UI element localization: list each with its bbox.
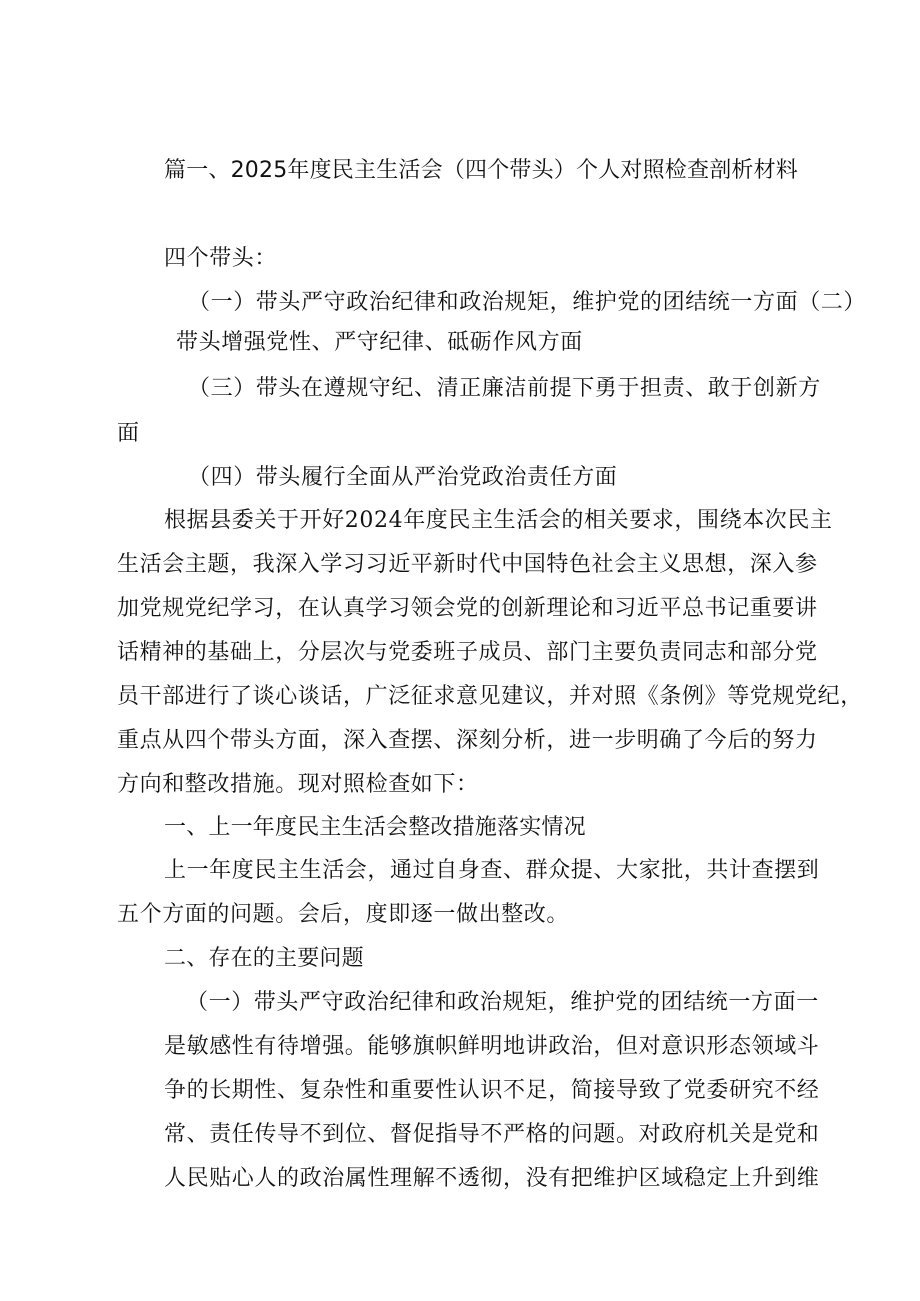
body-paragraph-line: 根据县委关于开好2024年度民主生活会的相关要求，围绕本次民主 — [164, 508, 833, 533]
body-paragraph-line: 生活会主题，我深入学习习近平新时代中国特色社会主义思想，深入参 — [117, 552, 818, 577]
list-item: 面 — [117, 421, 140, 446]
body-paragraph-line: 重点从四个带头方面，深入查摆、深刻分析，进一步明确了今后的努力 — [117, 728, 818, 753]
body-paragraph-line: 员干部进行了谈心谈话，广泛征求意见建议，并对照《条例》等党规党纪， — [117, 684, 863, 709]
list-item: （一）带头严守政治纪律和政治规矩，维护党的团结统一方面（二） — [188, 290, 867, 315]
section-line: 是敏感性有待增强。能够旗帜鲜明地讲政治，但对意识形态领域斗 — [164, 1034, 820, 1059]
body-paragraph-line: 方向和整改措施。现对照检查如下： — [117, 772, 479, 797]
body-paragraph-line: 加党规党纪学习，在认真学习领会党的创新理论和习近平总书记重要讲 — [117, 596, 818, 621]
section-line: 人民贴心人的政治属性理解不透彻，没有把维护区域稳定上升到维 — [164, 1166, 820, 1191]
section-heading-2: 二、存在的主要问题 — [164, 946, 364, 971]
list-item: 带头增强党性、严守纪律、砥砺作风方面 — [176, 330, 583, 355]
list-item: （四）带头履行全面从严治党政治责任方面 — [188, 465, 618, 490]
section-heading-1: 一、上一年度民主生活会整改措施落实情况 — [164, 815, 586, 840]
list-item: （三）带头在遵规守纪、清正廉洁前提下勇于担责、敢于创新方 — [188, 376, 821, 401]
section-line: 五个方面的问题。会后，度即逐一做出整改。 — [117, 902, 570, 927]
body-paragraph-line: 话精神的基础上，分层次与党委班子成员、部门主要负责同志和部分党 — [117, 640, 818, 665]
section-line: 上一年度民主生活会，通过自身查、群众提、大家批，共计查摆到 — [164, 858, 820, 883]
intro-label: 四个带头： — [164, 246, 278, 271]
document-title: 篇一、2025年度民主生活会（四个带头）个人对照检查剖析材料 — [164, 158, 798, 183]
section-line: （一）带头严守政治纪律和政治规矩，维护党的团结统一方面一 — [186, 990, 819, 1015]
section-line: 常、责任传导不到位、督促指导不严格的问题。对政府机关是党和 — [164, 1122, 820, 1147]
section-line: 争的长期性、复杂性和重要性认识不足，简接导致了党委研究不经 — [164, 1078, 820, 1103]
